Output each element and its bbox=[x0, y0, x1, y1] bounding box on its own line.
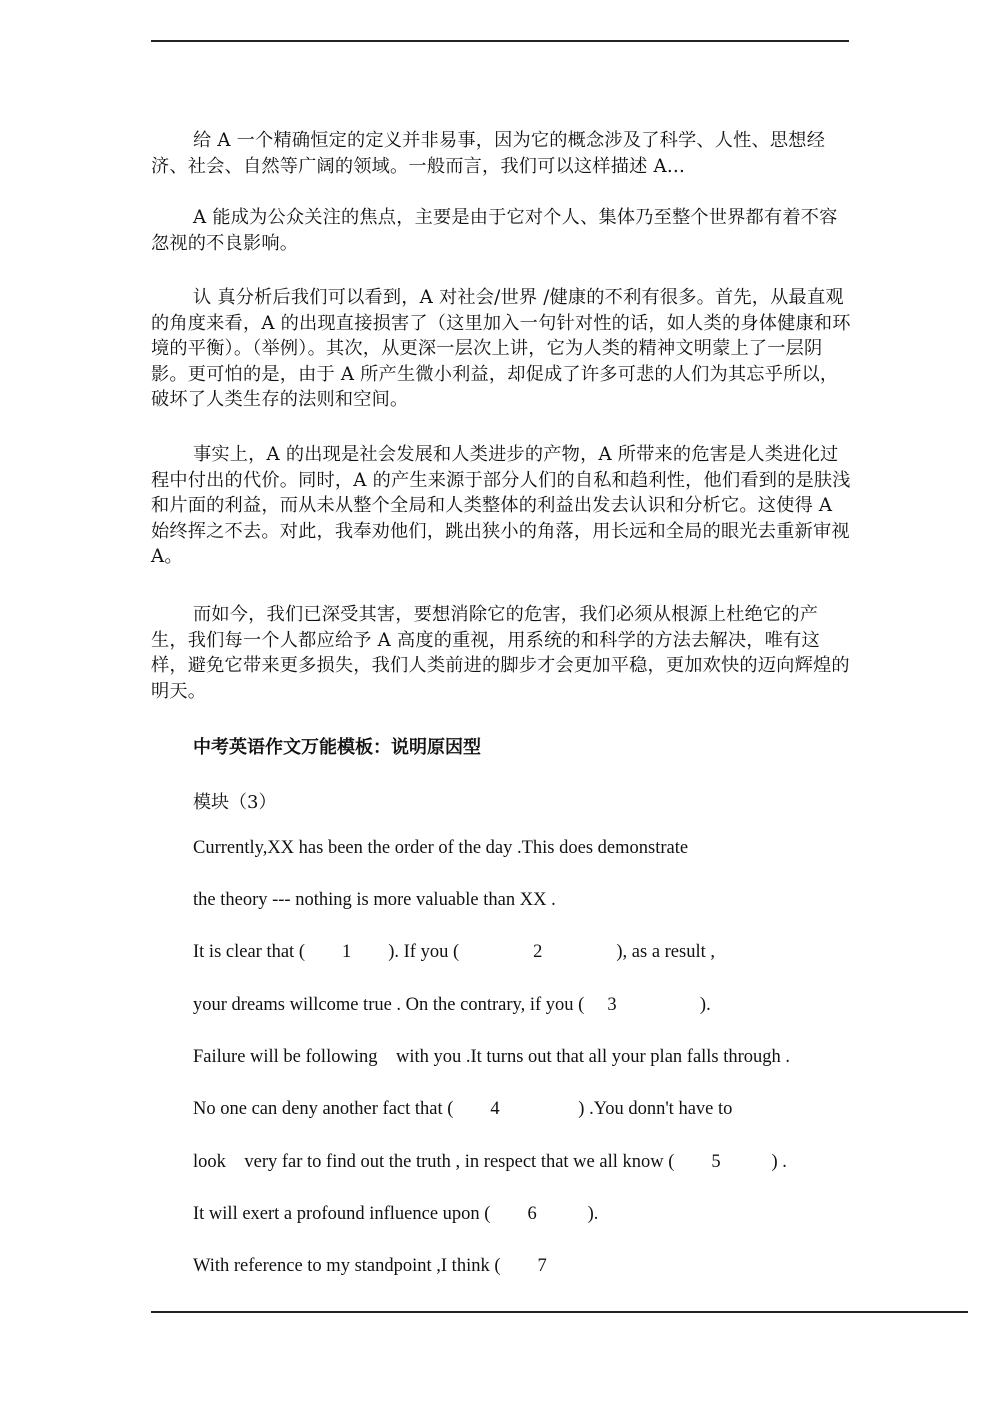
top-rule bbox=[151, 40, 849, 42]
template-line: It is clear that ( 1 ). If you ( 2 ), as a result , bbox=[193, 942, 716, 962]
paragraph-focus: A 能成为公众关注的焦点，主要是由于它对个人、集体乃至整个世界都有着不容忽视的不良影响。 bbox=[151, 207, 838, 254]
bottom-rule bbox=[151, 1311, 968, 1313]
paragraph-conclusion: 而如今，我们已深受其害，要想消除它的危害，我们必须从根源上杜绝它的产生，我们每一个人都应给予 A 高度的重视，用系统的和科学的方法去解决，唯有这样，避免它带来更多损失，我们人类前进的脚步才会更加平稳，更加欢快的迈向辉煌的明天。 bbox=[151, 604, 850, 702]
template-line: With reference to my standpoint ,I think ( 7 bbox=[193, 1256, 547, 1276]
section-heading: 中考英语作文万能模板：说明原因型 bbox=[193, 737, 481, 758]
template-line: Currently,XX has been the order of the day .This does demonstrate bbox=[193, 838, 689, 858]
paragraph-fact: 事实上，A 的出现是社会发展和人类进步的产物，A 所带来的危害是人类进化过程中付出的代价。同时，A 的产生来源于部分人们的自私和趋利性，他们看到的是肤浅和片面的利益，而从未从整个全局和人类整体的利益出发去认识和分析它。这使得 A 始终挥之不去。对此，我奉劝他们，跳出狭小的角落，用长远和全局的眼光去重新审视 A。 bbox=[151, 444, 851, 567]
template-line: Failure will be following with you .It turns out that all your plan falls through . bbox=[193, 1047, 791, 1067]
module-label: 模块（3） bbox=[193, 792, 277, 813]
paragraph-analysis: 认 真分析后我们可以看到，A 对社会/世界 /健康的不利有很多。首先，从最直观的角度来看，A 的出现直接损害了（这里加入一句针对性的话，如人类的身体健康和环境的平衡）。（举例）。其次，从更深一层次上讲，它为人类的精神文明蒙上了一层阴影。更可怕的是，由于 A 所产生微小利益，却促成了许多可悲的人们为其忘乎所以，破坏了人类生存的法则和空间。 bbox=[151, 287, 851, 410]
paragraph-definition: 给 A 一个精确恒定的定义并非易事，因为它的概念涉及了科学、人性、思想经济、社会、自然等广阔的领域。一般而言，我们可以这样描述 A… bbox=[151, 130, 826, 177]
template-line: your dreams willcome true . On the contrary, if you ( 3 ). bbox=[193, 995, 711, 1015]
template-line: No one can deny another fact that ( 4 ) .You donn't have to bbox=[193, 1099, 733, 1119]
template-line: It will exert a profound influence upon ( 6 ). bbox=[193, 1204, 599, 1224]
template-line: look very far to find out the truth , in respect that we all know ( 5 ) . bbox=[193, 1152, 787, 1172]
template-line: the theory --- nothing is more valuable than XX . bbox=[193, 890, 556, 910]
